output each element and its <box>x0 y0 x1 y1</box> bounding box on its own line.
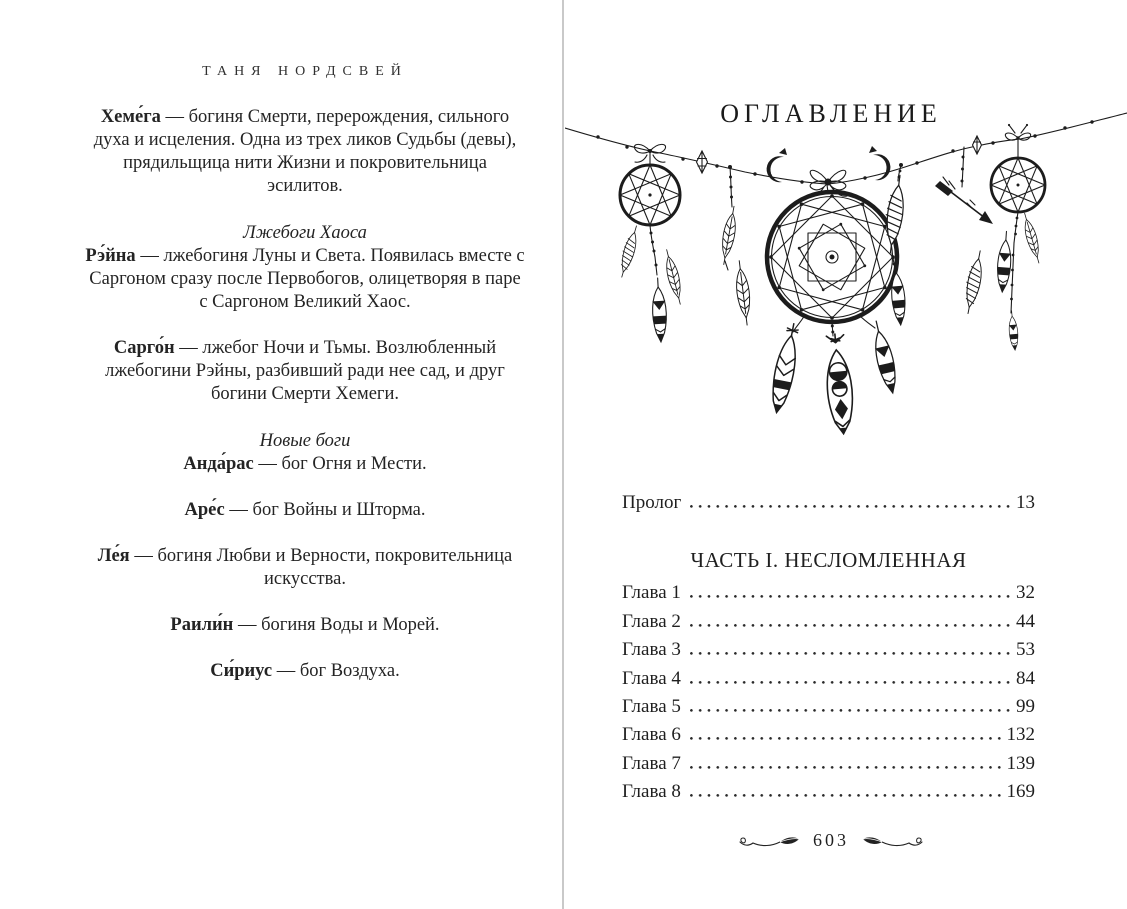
glossary-entry <box>85 337 525 406</box>
folio-page-number: 603 <box>813 830 849 850</box>
diamond-charm-icon <box>973 136 982 154</box>
deity-name: Сарго́н <box>113 338 175 358</box>
deity-description: — богиня Воды и Морей. <box>233 615 440 635</box>
chapter-label: Глава 3 <box>622 639 681 661</box>
feather <box>767 322 803 414</box>
chapter-page-number: 139 <box>1006 752 1035 774</box>
deity-description: — бог Огня и Мести. <box>253 454 427 474</box>
dot-leader <box>690 505 1012 508</box>
table-of-contents <box>622 492 1035 810</box>
toc-chapter-row <box>622 696 1035 724</box>
feather <box>651 278 668 343</box>
chapter-page-number: 99 <box>1016 695 1035 717</box>
part-heading: ЧАСТЬ I. НЕСЛОМЛЕННАЯ <box>690 548 967 573</box>
toc-chapter-row <box>622 611 1035 639</box>
deity-description: — богиня Любви и Верности, покровительница искусства. <box>129 546 513 589</box>
dreamcatcher-right <box>961 124 1046 351</box>
group-heading: Лжебоги Хаоса <box>243 223 367 243</box>
toc-chapter-row <box>622 582 1035 610</box>
toc-prologue-row <box>622 492 1035 520</box>
deity-description: — бог Войны и Шторма. <box>224 500 426 520</box>
arrow-charm-icon <box>935 147 993 224</box>
dot-leader <box>690 595 1012 598</box>
deity-description: — лжебогиня Луны и Света. Появилась вместе с Саргоном сразу после Первобогов, олицетворяя в паре с Саргоном Великий Хаос. <box>89 246 525 312</box>
feather <box>733 260 753 326</box>
dreamcatcher-garland-illustration <box>565 85 1127 465</box>
group-heading: Новые боги <box>259 431 351 451</box>
flourish-left-icon <box>738 833 802 849</box>
left-page <box>0 0 563 909</box>
page-gutter-divider <box>562 0 564 909</box>
chapter-page-number: 169 <box>1006 781 1035 803</box>
dot-leader <box>690 794 1003 797</box>
deity-name: Рэ́йна <box>85 246 136 266</box>
deity-name: Анда́рас <box>183 454 254 474</box>
feather <box>718 205 739 265</box>
glossary-entry <box>85 545 525 591</box>
deity-description: — бог Воздуха. <box>272 661 400 681</box>
feather-string <box>718 165 753 326</box>
glossary-entry <box>85 453 525 476</box>
prologue-label: Пролог <box>622 492 682 513</box>
deity-name: Раили́н <box>170 615 234 635</box>
chapter-page-number: 32 <box>1016 582 1035 604</box>
crescent-moon-icon <box>767 148 787 182</box>
glossary-entry <box>85 614 525 637</box>
dot-leader <box>690 737 1003 740</box>
flourish-right-icon <box>860 833 924 849</box>
toc-title: ОГЛАВЛЕНИЕ <box>720 99 942 128</box>
toc-chapter-row <box>622 781 1035 809</box>
chapter-page-number: 132 <box>1006 724 1035 746</box>
feather <box>889 264 908 326</box>
chapter-label: Глава 6 <box>622 724 681 746</box>
dot-leader <box>690 709 1012 712</box>
right-page <box>565 0 1127 909</box>
toc-chapter-row <box>622 668 1035 696</box>
deity-name: Аре́с <box>184 500 225 520</box>
toc-chapter-row <box>622 753 1035 781</box>
toc-chapter-row <box>622 724 1035 752</box>
page-footer <box>565 830 1097 851</box>
glossary-entry <box>85 660 525 683</box>
deity-name: Си́риус <box>210 661 273 681</box>
feather <box>823 333 856 436</box>
feather <box>1007 310 1019 350</box>
chapter-list <box>622 582 1035 809</box>
feather <box>1020 212 1044 265</box>
prologue-page-number: 13 <box>1016 492 1035 513</box>
chapter-page-number: 84 <box>1016 667 1035 689</box>
feather <box>616 224 641 278</box>
feather <box>996 231 1014 293</box>
dreamcatcher-left <box>616 144 685 342</box>
deity-description: — лжебог Ночи и Тьмы. Возлюбленный лжебогини Рэйны, разбивший ради нее сад, и друг богини Смерти Хемеги. <box>105 338 505 404</box>
dot-leader <box>690 681 1012 684</box>
deity-name: Ле́я <box>97 546 130 566</box>
diamond-charm-icon <box>697 151 708 173</box>
chapter-page-number: 44 <box>1016 610 1035 632</box>
chapter-label: Глава 4 <box>622 667 681 689</box>
glossary-blocks <box>85 106 525 683</box>
deity-description: — богиня Смерти, перерождения, сильного духа и исцеления. Одна из трех ликов Судьбы (девы), прядильщица нити Жизни и покровительница эсилитов. <box>93 107 517 196</box>
chapter-label: Глава 5 <box>622 695 681 717</box>
dot-leader <box>690 624 1012 627</box>
feather <box>868 319 900 394</box>
chapter-page-number: 53 <box>1016 639 1035 661</box>
chapter-label: Глава 8 <box>622 781 681 803</box>
deity-name: Хеме́га <box>100 107 161 127</box>
dreamcatcher-center <box>767 192 901 436</box>
dot-leader <box>690 652 1012 655</box>
chapter-label: Глава 7 <box>622 752 681 774</box>
glossary-entry <box>85 245 525 314</box>
running-header: ТАНЯ НОРДСВЕЙ <box>202 64 408 79</box>
chapter-label: Глава 1 <box>622 582 681 604</box>
feather <box>961 249 986 314</box>
dot-leader <box>690 766 1003 769</box>
glossary-entry <box>85 499 525 522</box>
feather <box>662 248 686 305</box>
toc-chapter-row <box>622 639 1035 667</box>
chapter-label: Глава 2 <box>622 610 681 632</box>
glossary-entry <box>85 106 525 198</box>
crescent-moon-icon <box>869 146 890 180</box>
